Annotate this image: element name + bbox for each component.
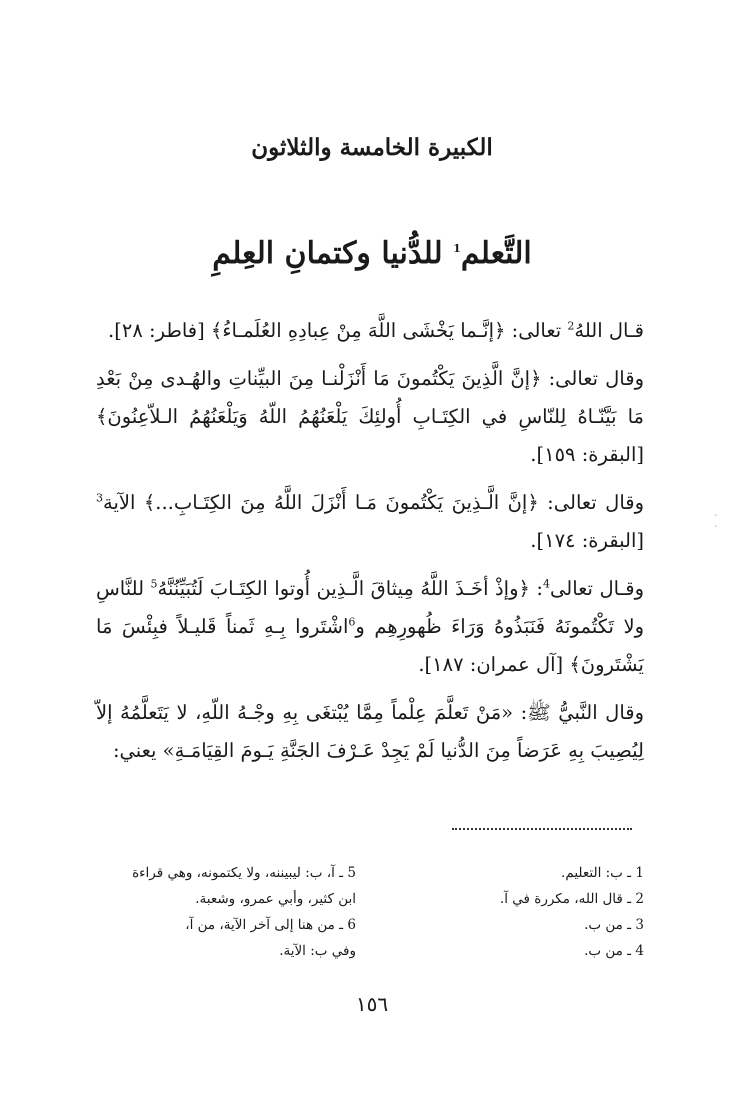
paragraph <box>96 360 644 474</box>
footnote-ref: 3 <box>96 491 103 505</box>
footnote-line: 2 ـ قال الله، مكررة في آ. <box>499 891 644 907</box>
paragraph-text: وقـال تعالى <box>550 577 645 600</box>
page-number: ١٥٦ <box>355 992 389 1016</box>
footnote-line: 1 ـ ب: التعليم. <box>561 865 644 881</box>
body-text <box>96 312 644 780</box>
paragraph-text: وقال النَّبيُّ ﷺ: «مَنْ تَعلَّمَ عِلْماً مِمَّا يُبْتغَى بِهِ وجْـهُ اللّهِ، لا يَتَعلَّمُهُ إلاّ لِيُصِيبَ بِهِ عَرَضاً مِنَ الدُّنيا لَمْ يَجِدْ عَـرْفَ الجَنَّةِ يَـومَ القِيَامَـةِ» يعني: <box>96 701 644 762</box>
section-title-part2: للدُّنيا وكتمانِ العِلمِ <box>212 236 454 271</box>
paragraph <box>96 484 644 560</box>
footnote-line: ابن كثير، وأبي عمرو، وشعبة. <box>195 891 356 907</box>
footnote-ref: 1 <box>453 242 461 255</box>
paragraph-text: قـال اللهُ <box>574 319 644 342</box>
paragraph-text: للنَّاسِ ولا تَكْتُمونَهُ فَنَبَذُوهُ وَرَاءَ ظُهورِهِم و <box>96 577 644 638</box>
paragraph-text: وقال تعالى: ﴿إنَّ الَّـذِينَ يَكْتُمونَ مَـا أَنْزَلَ اللَّهُ مِنَ الكِتَـابِ...﴾ الآية <box>103 491 644 514</box>
paragraph-text: اشْتَروا بِـهِ ثَمناً قَليـلاً فبِئْسَ مَا يَشْتَرونَ﴾ [آل عمران: ١٨٧]. <box>96 615 644 676</box>
footnotes-left-column <box>96 860 356 964</box>
footnote-ref: 4 <box>543 577 550 591</box>
paragraph <box>96 312 644 350</box>
paragraph-text: وقال تعالى: ﴿إنَّ الَّذِينَ يَكْتُمونَ مَا أَنْزَلْنـا مِنَ البيِّناتِ والهُـدى مِنْ بَعْدِ مَا بَيَّنّـاهُ لِلنّاسِ في الكِتَـابِ أُولئِكَ يَلْعَنُهُمُ اللّهُ وَيَلْعَنُهُمُ الـلاّعِنُونَ﴾ [البقرة: ١٥٩]. <box>96 367 644 466</box>
paragraph-text: تعالى: ﴿إنَّـما يَخْشَى اللَّهَ مِنْ عِبادِهِ العُلَمـاءُ﴾ [فاطر: ٢٨]. <box>108 319 568 342</box>
footnote-line: 3 ـ من ب. <box>584 917 644 933</box>
margin-mark: - - <box>714 510 718 532</box>
footnote-line: 4 ـ من ب. <box>584 943 644 959</box>
section-title <box>0 236 744 271</box>
footnote-line: وفي ب: الآية. <box>279 943 356 959</box>
section-title-part1: التَّعلم <box>460 236 532 271</box>
paragraph-text: : ﴿وإذْ أخَـذَ اللَّهُ مِيثاقَ الَّـذِين أُوتوا الكِتَـابَ لَتُبَيِّنُنَّهُ <box>157 577 543 600</box>
paragraph <box>96 694 644 770</box>
footnote-line: 5 ـ آ، ب: ليبيننه، ولا يكتمونه، وهي قراءة <box>132 865 356 881</box>
footnotes-right-column <box>384 860 644 964</box>
paragraph-text: [البقرة: ١٧٤]. <box>530 529 644 552</box>
footnote-line: 6 ـ من هنا إلى آخر الآية، من آ، <box>185 917 356 933</box>
chapter-heading: الكبيرة الخامسة والثلاثون <box>251 134 493 161</box>
footnote-separator <box>452 828 632 832</box>
footnote-ref: 6 <box>348 615 356 629</box>
footnote-ref: 2 <box>567 319 575 333</box>
paragraph <box>96 570 644 684</box>
footnotes <box>96 860 644 964</box>
footnote-ref: 5 <box>150 577 158 591</box>
